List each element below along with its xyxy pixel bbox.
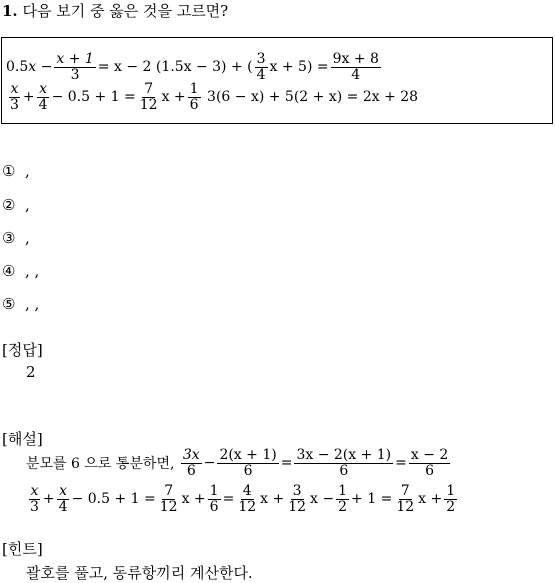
explanation-line-2: $\frac{x}{3}$ + $\frac{x}{4}$ − 0.5 + 1 = $\frac{7}{12}$ x + $\frac{1}{6}$ = $\frac{4}{12}$ x + $\frac{3}{12}$ x − $\frac{1}{2}$ + 1 = $\frac{7}{12}$ x + $\frac{1}{2}$ <box>30 483 456 515</box>
fraction: $\frac{9x + 8}{4}$ <box>332 51 379 83</box>
fraction: $\frac{3x - 2(x + 1)}{6}$ <box>296 447 392 479</box>
question-text: 다음 보기 중 옳은 것을 고르면? <box>22 2 229 20</box>
explanation-line-1: 분모를 6 으로 통분하면, $\frac{3x}{6}$ − $\frac{2(x + 1)}{6}$ = $\frac{3x - 2(x + 1)}{6}$ = $\frac{x - 2}{6}$ <box>26 447 449 479</box>
fraction: $\frac{3}{4}$ <box>256 51 266 83</box>
fraction: $\frac{1}{2}$ <box>338 483 348 515</box>
fraction: $\frac{x + 1}{3}$ <box>56 51 94 83</box>
box-line-1: 0.5 x − $\frac{x + 1}{3}$ = x − 2 (1.5x − 3) + ( $\frac{3}{4}$ x + 5) = $\frac{9x + 8}{4}$ <box>6 51 379 83</box>
fraction: $\frac{7}{12}$ <box>139 81 158 113</box>
option-2[interactable]: ② , <box>2 196 30 214</box>
hint-text: 괄호를 풀고, 동류항끼리 계산한다. <box>26 564 253 582</box>
option-5[interactable]: ⑤ , , <box>2 295 40 313</box>
answer-label: [정답] <box>2 341 43 359</box>
fraction: $\frac{x - 2}{6}$ <box>410 447 449 479</box>
fraction: $\frac{x}{4}$ <box>58 483 68 515</box>
fraction: $\frac{x}{4}$ <box>38 81 48 113</box>
fraction: $\frac{1}{2}$ <box>446 483 456 515</box>
fraction: $\frac{x}{3}$ <box>30 483 39 515</box>
option-3[interactable]: ③ , <box>2 229 30 247</box>
fraction: $\frac{3}{12}$ <box>288 483 307 515</box>
fraction: $\frac{7}{12}$ <box>159 483 178 515</box>
answer-value: 2 <box>26 363 36 381</box>
hint-label: [힌트] <box>2 540 43 558</box>
fraction: $\frac{4}{12}$ <box>238 483 257 515</box>
option-4[interactable]: ④ , , <box>2 262 40 280</box>
box-line-2: $\frac{x}{3}$ + $\frac{x}{4}$ − 0.5 + 1 = $\frac{7}{12}$ x + $\frac{1}{6}$ 3(6 − x) + 5(2 + x) = 2x + 28 <box>10 81 419 113</box>
fraction: $\frac{2(x + 1)}{6}$ <box>219 447 277 479</box>
fraction: $\frac{3x}{6}$ <box>182 447 200 479</box>
option-1[interactable]: ① , <box>2 162 30 180</box>
fraction: $\frac{1}{6}$ <box>209 483 219 515</box>
question-number: 1. <box>2 2 18 20</box>
explanation-label: [해설] <box>2 430 43 448</box>
question-title <box>2 0 228 21</box>
fraction: $\frac{1}{6}$ <box>189 81 199 113</box>
fraction: $\frac{x}{3}$ <box>10 81 19 113</box>
fraction: $\frac{7}{12}$ <box>396 483 415 515</box>
